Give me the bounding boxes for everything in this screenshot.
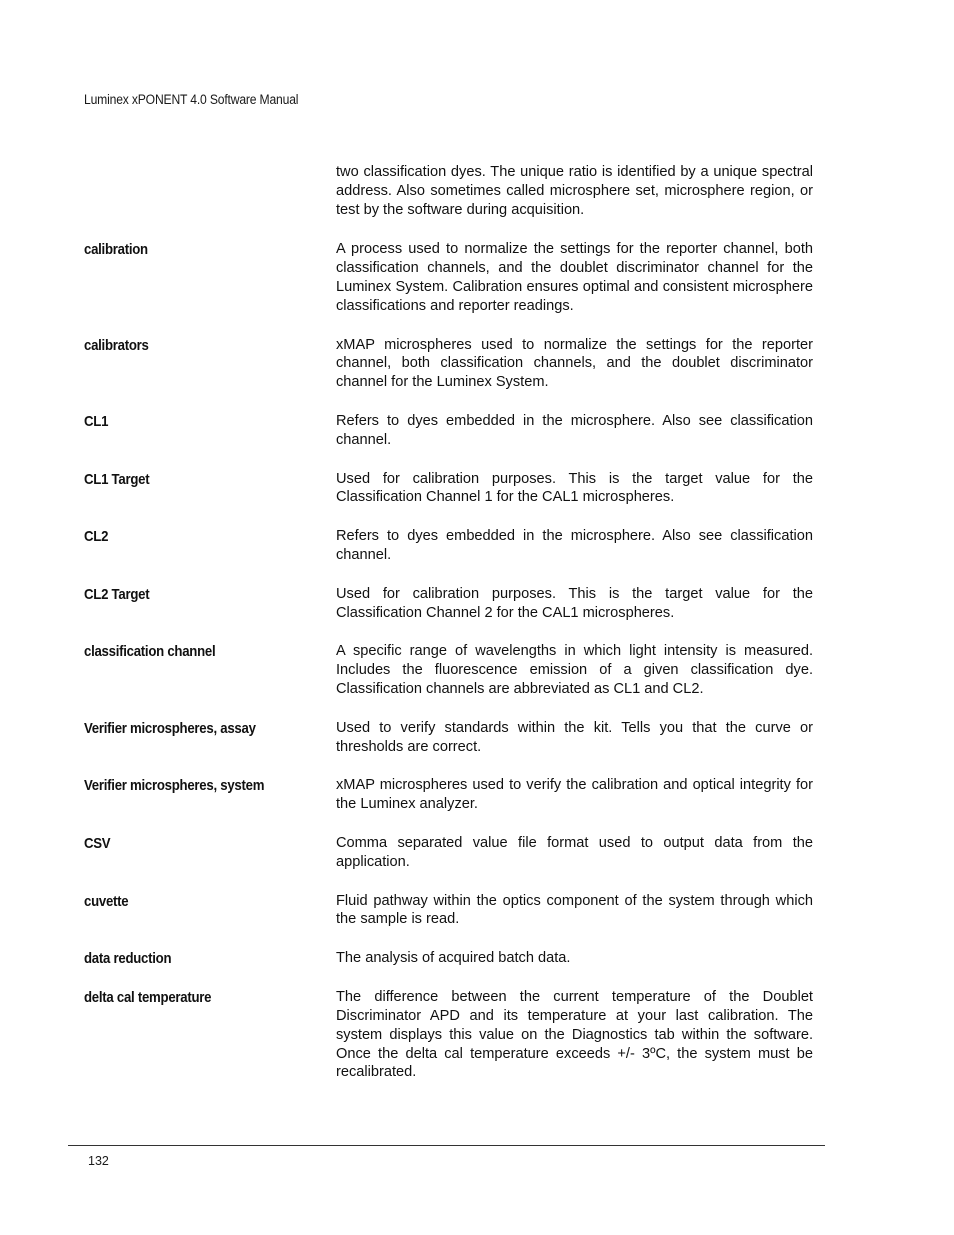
- glossary-term: CSV: [84, 834, 111, 852]
- running-header: Luminex xPONENT 4.0 Software Manual: [84, 92, 299, 107]
- glossary-definition: Used for calibration purposes. This is the target value for the Classification Channel 2 for the CAL1 microspheres.: [336, 585, 813, 621]
- glossary-definition: Comma separated value file format used to output data from the application.: [336, 834, 813, 870]
- glossary-entry: [84, 470, 814, 508]
- glossary-entry: [84, 642, 814, 698]
- glossary-term: calibrators: [84, 336, 149, 354]
- glossary-entry: [84, 949, 814, 968]
- glossary-list: [84, 163, 814, 1102]
- glossary-term: CL2: [84, 528, 109, 546]
- glossary-term-empty: [84, 163, 306, 219]
- glossary-term: calibration: [84, 241, 148, 259]
- glossary-entry: [84, 527, 814, 565]
- glossary-term: data reduction: [84, 950, 172, 968]
- glossary-term: delta cal temperature: [84, 989, 212, 1007]
- glossary-entry: [84, 892, 814, 930]
- glossary-definition: xMAP microspheres used to normalize the settings for the reporter channel, both classification channels, and the doublet discriminator channel for the Luminex System.: [336, 336, 813, 391]
- footer-divider: [68, 1145, 825, 1146]
- glossary-definition: The analysis of acquired batch data.: [336, 950, 571, 967]
- glossary-definition: two classification dyes. The unique ratio is identified by a unique spectral address. Also sometimes called microsphere set, microsphere region, or test by the software during acquisition.: [336, 164, 813, 218]
- glossary-definition: The difference between the current temperature of the Doublet Discriminator APD and its temperature at your last calibration. The system displays this value on the Diagnostics tab within the software. Once the delta cal temperature exceeds +/- 3ºC, the system must be recalibrated.: [336, 989, 813, 1081]
- glossary-term: Verifier microspheres, assay: [84, 719, 256, 737]
- glossary-entry: [84, 240, 814, 315]
- glossary-entry: [84, 336, 814, 392]
- page-number: 132: [88, 1154, 109, 1168]
- glossary-definition: Used to verify standards within the kit. Tells you that the curve or thresholds are correct.: [336, 719, 813, 755]
- glossary-definition: Refers to dyes embedded in the microsphere. Also see classification channel.: [336, 412, 813, 448]
- glossary-term: CL2 Target: [84, 585, 150, 603]
- glossary-definition: A process used to normalize the settings for the reporter channel, both classification channels, and the doublet discriminator channel for the Luminex System. Calibration ensures optimal and consistent microsphere classifications and reporter readings.: [336, 241, 813, 314]
- glossary-term: CL1: [84, 412, 109, 430]
- glossary-definition: Refers to dyes embedded in the microsphere. Also see classification channel.: [336, 528, 813, 563]
- glossary-term: cuvette: [84, 892, 129, 910]
- glossary-definition: Fluid pathway within the optics component of the system through which the sample is read.: [336, 892, 813, 928]
- glossary-definition: Used for calibration purposes. This is the target value for the Classification Channel 1 for the CAL1 microspheres.: [336, 470, 813, 506]
- glossary-entry: [84, 834, 814, 872]
- glossary-entry: [84, 412, 814, 450]
- glossary-entry-continuation: [84, 163, 814, 219]
- glossary-entry: [84, 719, 814, 757]
- glossary-term: classification channel: [84, 643, 216, 661]
- glossary-definition: xMAP microspheres used to verify the calibration and optical integrity for the Luminex analyzer.: [336, 777, 813, 813]
- glossary-entry: [84, 585, 814, 623]
- glossary-term: Verifier microspheres, system: [84, 777, 265, 795]
- glossary-entry: [84, 776, 814, 814]
- glossary-entry: [84, 988, 814, 1082]
- glossary-term: CL1 Target: [84, 470, 150, 488]
- glossary-definition: A specific range of wavelengths in which light intensity is measured. Includes the fluorescence emission of a given classification dye. Classification channels are abbreviated as CL1 and CL2.: [336, 643, 813, 697]
